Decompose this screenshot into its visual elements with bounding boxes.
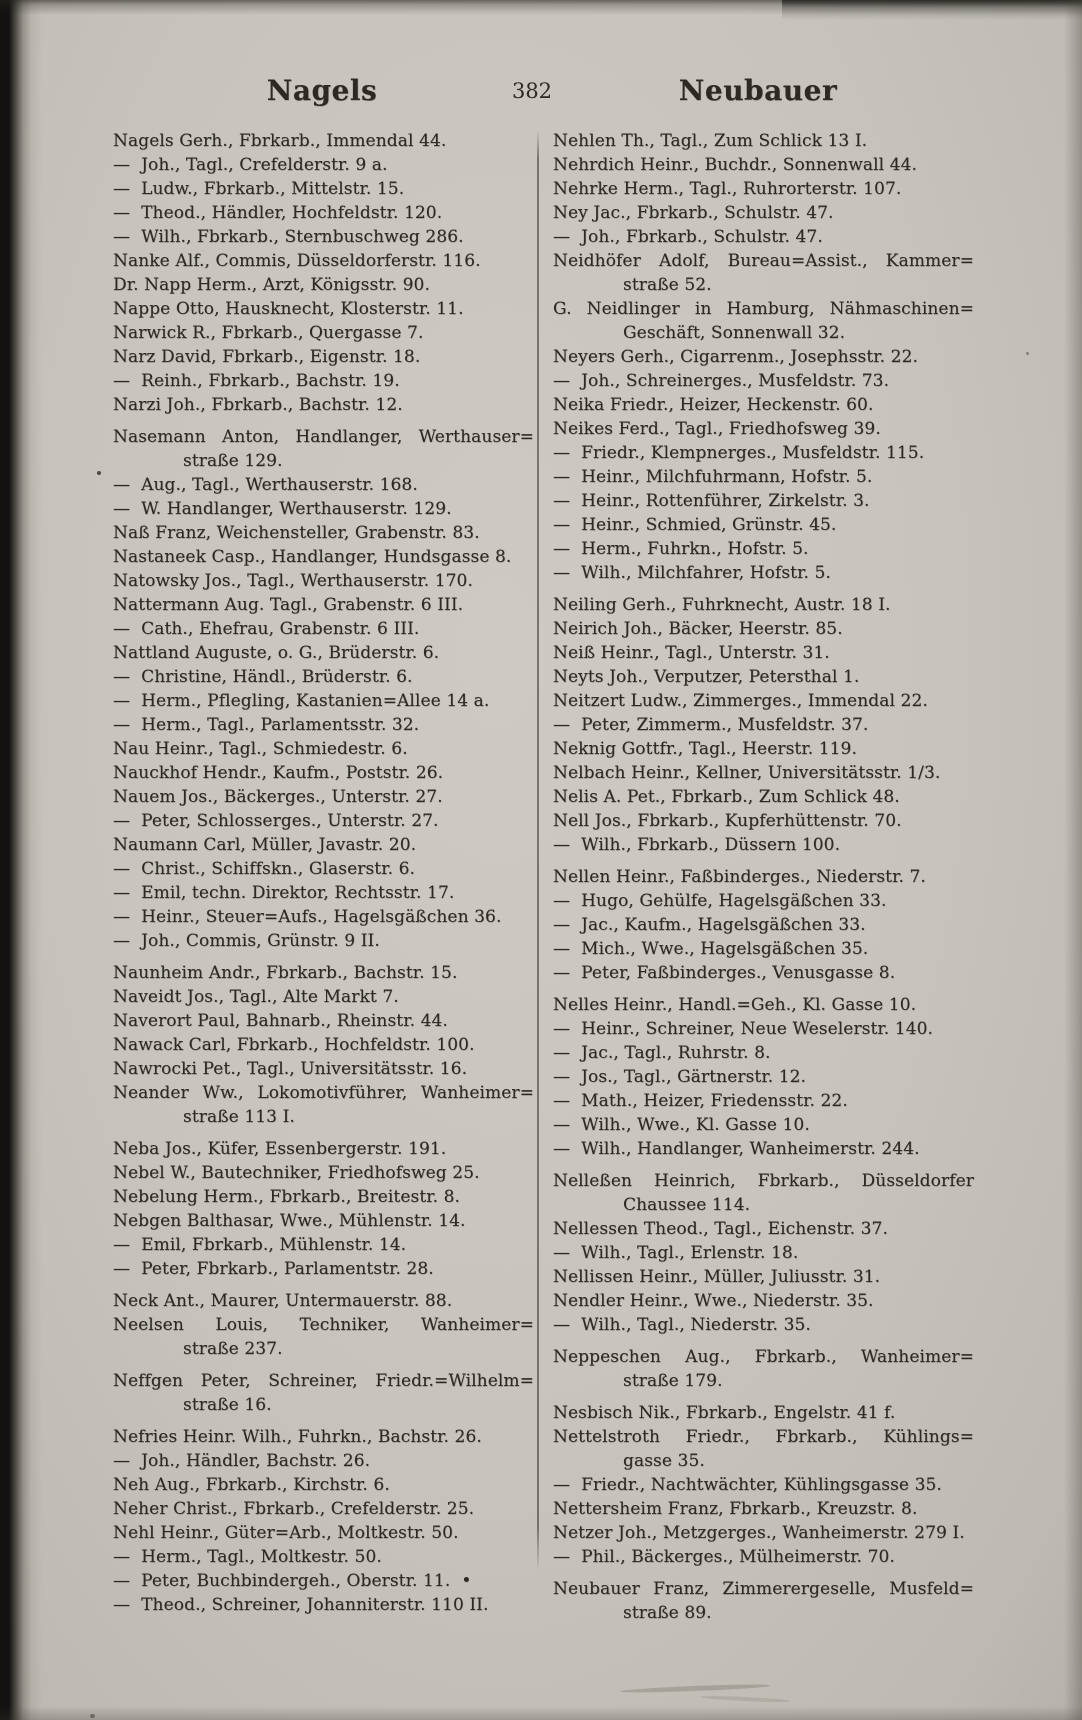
running-head-right: Neubauer: [678, 74, 838, 107]
directory-entry: [113, 369, 534, 393]
entry-line: — Friedr., Nachtwächter, Kühlingsgasse 35.: [553, 1475, 942, 1495]
directory-entry: [553, 441, 974, 465]
directory-entry: [553, 737, 974, 761]
directory-entry: [113, 545, 534, 569]
scan-speck: [97, 471, 101, 475]
entry-line: Naverort Paul, Bahnarb., Rheinstr. 44.: [113, 1011, 448, 1031]
entry-line: — Wilh., Handlanger, Wanheimerstr. 244.: [553, 1139, 920, 1159]
entry-line: — Reinh., Fbrkarb., Bachstr. 19.: [113, 371, 400, 391]
entry-line: — Joh., Tagl., Crefelderstr. 9 a.: [113, 155, 388, 175]
directory-entry: [113, 393, 534, 417]
directory-entry: [553, 1577, 974, 1625]
entry-line: Neitzert Ludw., Zimmerges., Immendal 22.: [553, 691, 928, 711]
entry-line: — Peter, Buchbindergeh., Oberstr. 11. •: [113, 1571, 472, 1591]
entry-line: — Christ., Schiffskn., Glaserstr. 6.: [113, 859, 416, 879]
directory-entry: [113, 177, 534, 201]
directory-entry: [113, 1497, 534, 1521]
directory-entry: [113, 1289, 534, 1313]
entry-line: — Heinr., Schmied, Grünstr. 45.: [553, 515, 837, 535]
entry-line: Neelsen Louis, Techniker, Wanheimer=: [113, 1315, 534, 1335]
directory-entry: [553, 913, 974, 937]
entry-line: — Herm., Pflegling, Kastanien=Allee 14 a.: [113, 691, 490, 711]
entry-line: — Wilh., Fbrkarb., Düssern 100.: [553, 835, 841, 855]
directory-entry: [553, 1241, 974, 1265]
directory-entry: [113, 1449, 534, 1473]
directory-entry: [113, 1521, 534, 1545]
entry-line: Naveidt Jos., Tagl., Alte Markt 7.: [113, 987, 399, 1007]
directory-entry: [553, 993, 974, 1017]
directory-entry: [553, 785, 974, 809]
entry-line: — Math., Heizer, Friedensstr. 22.: [553, 1091, 848, 1111]
entry-line: Neikes Ferd., Tagl., Friedhofsweg 39.: [553, 419, 881, 439]
directory-entry: [113, 761, 534, 785]
entry-line: Natowsky Jos., Tagl., Werthauserstr. 170.: [113, 571, 473, 591]
directory-entry: [113, 1545, 534, 1569]
entry-line: Naumann Carl, Müller, Javastr. 20.: [113, 835, 417, 855]
entry-line: Narz David, Fbrkarb., Eigenstr. 18.: [113, 347, 421, 367]
entry-continuation-line: Chaussee 114.: [623, 1195, 751, 1215]
directory-entry: [113, 201, 534, 225]
directory-entry: [553, 1041, 974, 1065]
directory-entry: [113, 1593, 534, 1617]
entry-line: — Mich., Wwe., Hagelsgäßchen 35.: [553, 939, 869, 959]
directory-column-left: [113, 129, 534, 1617]
entry-continuation-line: straße 129.: [183, 451, 283, 471]
entry-line: — Heinr., Schreiner, Neue Weselerstr. 140.: [553, 1019, 934, 1039]
directory-entry: [113, 1473, 534, 1497]
entry-line: Nell Jos., Fbrkarb., Kupferhüttenstr. 70.: [553, 811, 902, 831]
scan-edge-left: [0, 0, 42, 1720]
entry-line: Nanke Alf., Commis, Düsseldorferstr. 116.: [113, 251, 481, 271]
directory-entry: [553, 1217, 974, 1241]
directory-entry: [553, 1065, 974, 1089]
page-number: 382: [511, 79, 553, 103]
directory-entry: [553, 617, 974, 641]
directory-entry: [553, 593, 974, 617]
directory-entry: [113, 881, 534, 905]
entry-line: — Wilh., Milchfahrer, Hofstr. 5.: [553, 563, 831, 583]
entry-line: Nendler Heinr., Wwe., Niederstr. 35.: [553, 1291, 874, 1311]
directory-entry: [553, 1313, 974, 1337]
running-head-left: Nagels: [266, 74, 378, 107]
directory-entry: [113, 1185, 534, 1209]
entry-line: — Christine, Händl., Brüderstr. 6.: [113, 667, 413, 687]
directory-column-right: [553, 129, 974, 1625]
scan-smudge: [700, 1695, 790, 1704]
directory-entry: [553, 809, 974, 833]
entry-line: Nellissen Heinr., Müller, Juliusstr. 31.: [553, 1267, 881, 1287]
scan-smudge: [620, 1683, 770, 1693]
entry-line: — Emil, Fbrkarb., Mühlenstr. 14.: [113, 1235, 407, 1255]
directory-entry: [113, 961, 534, 985]
entry-line: Nelles Heinr., Handl.=Geh., Kl. Gasse 10.: [553, 995, 917, 1015]
directory-entry: [553, 561, 974, 585]
entry-line: Nelis A. Pet., Fbrkarb., Zum Schlick 48.: [553, 787, 900, 807]
directory-entry: [113, 225, 534, 249]
directory-entry: [553, 1089, 974, 1113]
entry-continuation-line: straße 179.: [623, 1371, 723, 1391]
entry-continuation-line: Geschäft, Sonnenwall 32.: [623, 323, 846, 343]
entry-line: Neffgen Peter, Schreiner, Friedr.=Wilhelm=: [113, 1371, 534, 1391]
scan-edge-bottom: [0, 1706, 1082, 1720]
entry-line: — Wilh., Fbrkarb., Sternbuschweg 286.: [113, 227, 464, 247]
entry-line: — Jac., Kaufm., Hagelsgäßchen 33.: [553, 915, 866, 935]
entry-continuation-line: straße 237.: [183, 1339, 283, 1359]
directory-entry: [113, 1161, 534, 1185]
directory-entry: [113, 905, 534, 929]
directory-entry: [113, 249, 534, 273]
entry-line: Nau Heinr., Tagl., Schmiedestr. 6.: [113, 739, 408, 759]
entry-line: Nehlen Th., Tagl., Zum Schlick 13 I.: [553, 131, 868, 151]
directory-entry: [113, 1137, 534, 1161]
directory-entry: [113, 617, 534, 641]
directory-entry: [113, 1209, 534, 1233]
entry-continuation-line: straße 16.: [183, 1395, 272, 1415]
entry-line: Nellen Heinr., Faßbinderges., Niederstr. 7.: [553, 867, 926, 887]
entry-line: Nellessen Theod., Tagl., Eichenstr. 37.: [553, 1219, 888, 1239]
directory-entry: [113, 153, 534, 177]
directory-entry: [113, 1425, 534, 1449]
entry-line: Nauem Jos., Bäckerges., Unterstr. 27.: [113, 787, 443, 807]
directory-entry: [553, 641, 974, 665]
entry-line: Nettersheim Franz, Fbrkarb., Kreuzstr. 8.: [553, 1499, 918, 1519]
entry-line: — Peter, Fbrkarb., Parlamentstr. 28.: [113, 1259, 434, 1279]
entry-line: Neknig Gottfr., Tagl., Heerstr. 119.: [553, 739, 857, 759]
directory-entry: [113, 833, 534, 857]
directory-entry: [113, 1057, 534, 1081]
entry-line: Nelbach Heinr., Kellner, Universitätsstr. 1/3.: [553, 763, 941, 783]
entry-line: Dr. Napp Herm., Arzt, Königsstr. 90.: [113, 275, 430, 295]
entry-line: Nattermann Aug. Tagl., Grabenstr. 6 III.: [113, 595, 464, 615]
entry-line: Nehl Heinr., Güter=Arb., Moltkestr. 50.: [113, 1523, 459, 1543]
directory-entry: [553, 889, 974, 913]
directory-entry: [553, 1425, 974, 1473]
directory-entry: [113, 857, 534, 881]
entry-line: — Jac., Tagl., Ruhrstr. 8.: [553, 1043, 771, 1063]
directory-entry: [553, 249, 974, 297]
directory-entry: [113, 345, 534, 369]
directory-entry: [113, 569, 534, 593]
entry-line: — Herm., Tagl., Moltkestr. 50.: [113, 1547, 382, 1567]
directory-entry: [553, 1497, 974, 1521]
column-divider-rule: [537, 130, 539, 1570]
entry-line: Netzer Joh., Metzgerges., Wanheimerstr. 279 I.: [553, 1523, 965, 1543]
entry-line: Narwick R., Fbrkarb., Quergasse 7.: [113, 323, 424, 343]
directory-entry: [553, 177, 974, 201]
directory-entry: [553, 937, 974, 961]
directory-entry: [113, 521, 534, 545]
directory-entry: [553, 465, 974, 489]
directory-entry: [113, 985, 534, 1009]
entry-line: Nelleßen Heinrich, Fbrkarb., Düsseldorfer: [553, 1171, 974, 1191]
directory-entry: [113, 297, 534, 321]
directory-entry: [113, 713, 534, 737]
entry-line: Neppeschen Aug., Fbrkarb., Wanheimer=: [553, 1347, 974, 1367]
entry-line: Nattland Auguste, o. G., Brüderstr. 6.: [113, 643, 440, 663]
entry-line: — Heinr., Steuer=Aufs., Hagelsgäßchen 36.: [113, 907, 502, 927]
directory-entry: [553, 1345, 974, 1393]
entry-line: — Theod., Händler, Hochfeldstr. 120.: [113, 203, 443, 223]
directory-entry: [553, 417, 974, 441]
scan-edge-right: [1064, 0, 1082, 1720]
entry-line: Neyts Joh., Verputzer, Petersthal 1.: [553, 667, 860, 687]
entry-line: Nawack Carl, Fbrkarb., Hochfeldstr. 100.: [113, 1035, 475, 1055]
entry-line: — Peter, Zimmerm., Musfeldstr. 37.: [553, 715, 869, 735]
directory-entry: [553, 1473, 974, 1497]
entry-line: — Joh., Commis, Grünstr. 9 II.: [113, 931, 380, 951]
entry-line: — Cath., Ehefrau, Grabenstr. 6 III.: [113, 619, 420, 639]
entry-continuation-line: gasse 35.: [623, 1451, 705, 1471]
entry-line: — Wilh., Wwe., Kl. Gasse 10.: [553, 1115, 810, 1135]
entry-line: — Hugo, Gehülfe, Hagelsgäßchen 33.: [553, 891, 887, 911]
directory-entry: [553, 225, 974, 249]
entry-line: — Ludw., Fbrkarb., Mittelstr. 15.: [113, 179, 405, 199]
entry-line: Nagels Gerh., Fbrkarb., Immendal 44.: [113, 131, 447, 151]
entry-line: Nasemann Anton, Handlanger, Werthauser=: [113, 427, 534, 447]
entry-line: — Jos., Tagl., Gärtnerstr. 12.: [553, 1067, 807, 1087]
entry-line: Neika Friedr., Heizer, Heckenstr. 60.: [553, 395, 874, 415]
directory-entry: [553, 1289, 974, 1313]
entry-line: — Herm., Fuhrkn., Hofstr. 5.: [553, 539, 809, 559]
directory-entry: [553, 761, 974, 785]
directory-entry: [113, 321, 534, 345]
directory-entry: [553, 1545, 974, 1569]
directory-entry: [553, 1521, 974, 1545]
entry-line: Naß Franz, Weichensteller, Grabenstr. 83.: [113, 523, 480, 543]
directory-entry: [553, 1137, 974, 1161]
entry-line: Neher Christ., Fbrkarb., Crefelderstr. 25.: [113, 1499, 475, 1519]
directory-entry: [553, 865, 974, 889]
entry-line: — Phil., Bäckerges., Mülheimerstr. 70.: [553, 1547, 895, 1567]
entry-line: Neba Jos., Küfer, Essenbergerstr. 191.: [113, 1139, 447, 1159]
scan-edge-top-right: [782, 0, 1082, 20]
directory-entry: [113, 473, 534, 497]
directory-entry: [553, 1169, 974, 1217]
entry-continuation-line: straße 89.: [623, 1603, 712, 1623]
entry-line: Nappe Otto, Hausknecht, Klosterstr. 11.: [113, 299, 464, 319]
directory-entry: [553, 489, 974, 513]
entry-line: Nehrdich Heinr., Buchdr., Sonnenwall 44.: [553, 155, 917, 175]
entry-line: Neck Ant., Maurer, Untermauerstr. 88.: [113, 1291, 453, 1311]
entry-line: — Wilh., Tagl., Erlenstr. 18.: [553, 1243, 799, 1263]
directory-entry: [113, 593, 534, 617]
directory-entry: [553, 297, 974, 345]
directory-entry: [553, 201, 974, 225]
entry-line: — Theod., Schreiner, Johanniterstr. 110 II.: [113, 1595, 489, 1615]
directory-entry: [113, 425, 534, 473]
entry-line: G. Neidlinger in Hamburg, Nähmaschinen=: [553, 299, 974, 319]
directory-entry: [553, 369, 974, 393]
directory-entry: [113, 497, 534, 521]
scan-speck: [1026, 352, 1029, 355]
entry-line: — Joh., Fbrkarb., Schulstr. 47.: [553, 227, 823, 247]
directory-entry: [113, 737, 534, 761]
directory-entry: [113, 1033, 534, 1057]
directory-entry: [113, 1569, 534, 1593]
entry-line: Ney Jac., Fbrkarb., Schulstr. 47.: [553, 203, 834, 223]
entry-line: Nesbisch Nik., Fbrkarb., Engelstr. 41 f.: [553, 1403, 896, 1423]
directory-entry: [553, 345, 974, 369]
directory-entry: [553, 513, 974, 537]
directory-entry: [553, 713, 974, 737]
directory-entry: [553, 961, 974, 985]
entry-line: Narzi Joh., Fbrkarb., Bachstr. 12.: [113, 395, 403, 415]
entry-line: Neyers Gerh., Cigarrenm., Josephsstr. 22.: [553, 347, 918, 367]
entry-line: — Emil, techn. Direktor, Rechtsstr. 17.: [113, 883, 455, 903]
entry-line: Nebelung Herm., Fbrkarb., Breitestr. 8.: [113, 1187, 461, 1207]
directory-entry: [113, 1257, 534, 1281]
directory-entry: [553, 1401, 974, 1425]
entry-line: Neiß Heinr., Tagl., Unterstr. 31.: [553, 643, 830, 663]
directory-entry: [553, 1017, 974, 1041]
entry-line: Nefries Heinr. Wilh., Fuhrkn., Bachstr. 26.: [113, 1427, 482, 1447]
directory-entry: [553, 129, 974, 153]
directory-entry: [553, 393, 974, 417]
entry-line: Neirich Joh., Bäcker, Heerstr. 85.: [553, 619, 843, 639]
directory-entry: [553, 1113, 974, 1137]
directory-entry: [553, 537, 974, 561]
directory-entry: [113, 273, 534, 297]
scan-speck: [90, 1714, 95, 1718]
entry-line: Nastaneek Casp., Handlanger, Hundsgasse 8.: [113, 547, 512, 567]
directory-entry: [113, 1009, 534, 1033]
directory-entry: [553, 689, 974, 713]
entry-line: Neander Ww., Lokomotivführer, Wanheimer=: [113, 1083, 534, 1103]
entry-line: Naunheim Andr., Fbrkarb., Bachstr. 15.: [113, 963, 458, 983]
entry-continuation-line: straße 113 I.: [183, 1107, 295, 1127]
directory-entry: [113, 929, 534, 953]
entry-line: Neidhöfer Adolf, Bureau=Assist., Kammer=: [553, 251, 974, 271]
entry-line: — Peter, Schlosserges., Unterstr. 27.: [113, 811, 439, 831]
directory-entry: [113, 1369, 534, 1417]
entry-line: — Heinr., Rottenführer, Zirkelstr. 3.: [553, 491, 870, 511]
entry-line: — Heinr., Milchfuhrmann, Hofstr. 5.: [553, 467, 873, 487]
directory-entry: [113, 689, 534, 713]
entry-line: Nauckhof Hendr., Kaufm., Poststr. 26.: [113, 763, 444, 783]
entry-line: — Aug., Tagl., Werthauserstr. 168.: [113, 475, 418, 495]
entry-line: Neubauer Franz, Zimmerergeselle, Musfeld=: [553, 1579, 974, 1599]
directory-entry: [113, 785, 534, 809]
entry-line: Nebgen Balthasar, Wwe., Mühlenstr. 14.: [113, 1211, 466, 1231]
directory-entry: [113, 129, 534, 153]
entry-line: — Friedr., Klempnerges., Musfeldstr. 115.: [553, 443, 925, 463]
entry-line: Nettelstroth Friedr., Fbrkarb., Kühlings=: [553, 1427, 974, 1447]
entry-line: — Wilh., Tagl., Niederstr. 35.: [553, 1315, 811, 1335]
entry-continuation-line: straße 52.: [623, 275, 712, 295]
entry-line: Neiling Gerh., Fuhrknecht, Austr. 18 I.: [553, 595, 891, 615]
entry-line: — Joh., Händler, Bachstr. 26.: [113, 1451, 371, 1471]
directory-entry: [113, 665, 534, 689]
directory-entry: [553, 833, 974, 857]
directory-entry: [113, 1081, 534, 1129]
entry-line: — Peter, Faßbinderges., Venusgasse 8.: [553, 963, 896, 983]
directory-entry: [113, 809, 534, 833]
directory-entry: [553, 153, 974, 177]
directory-entry: [553, 665, 974, 689]
entry-line: — Herm., Tagl., Parlamentsstr. 32.: [113, 715, 420, 735]
entry-line: Neh Aug., Fbrkarb., Kirchstr. 6.: [113, 1475, 390, 1495]
entry-line: — W. Handlanger, Werthauserstr. 129.: [113, 499, 452, 519]
directory-entry: [113, 1313, 534, 1361]
entry-line: — Joh., Schreinerges., Musfeldstr. 73.: [553, 371, 890, 391]
entry-line: Nawrocki Pet., Tagl., Universitätsstr. 16.: [113, 1059, 468, 1079]
directory-entry: [113, 641, 534, 665]
entry-line: Nehrke Herm., Tagl., Ruhrorterstr. 107.: [553, 179, 902, 199]
directory-entry: [113, 1233, 534, 1257]
entry-line: Nebel W., Bautechniker, Friedhofsweg 25.: [113, 1163, 480, 1183]
directory-entry: [553, 1265, 974, 1289]
